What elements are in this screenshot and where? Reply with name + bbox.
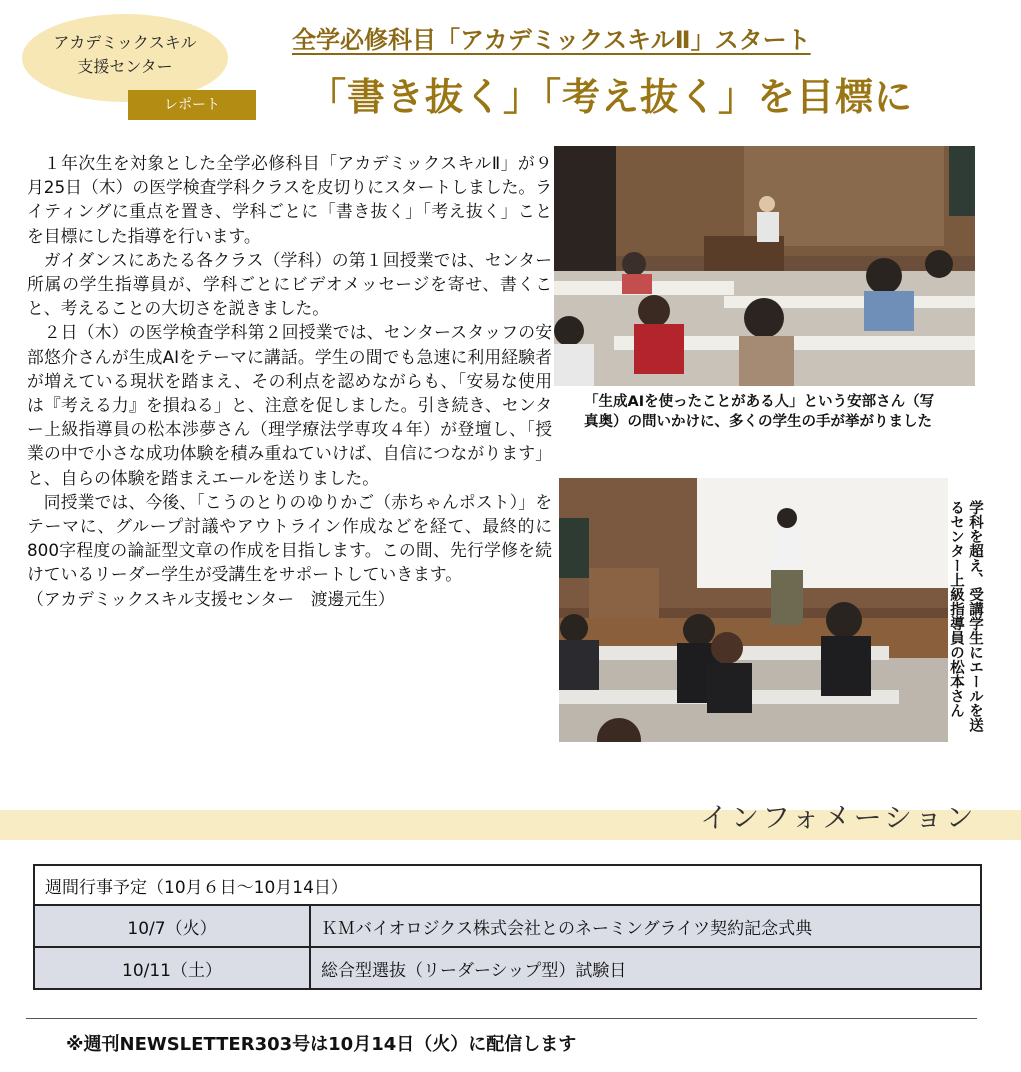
schedule-event: ＫＭバイオロジクス株式会社とのネーミングライツ契約記念式典 [310,905,981,947]
schedule-date: 10/11（土） [34,947,310,989]
photo-caption-2: 学科を超え、受講学生にエールを送るセンター上級指導員の松本さん [948,500,983,732]
article-subtitle: 全学必修科目「アカデミックスキルⅡ」スタート [292,26,811,54]
table-row [34,905,981,947]
divider [26,1018,977,1019]
badge-line-1: アカデミックスキル [53,33,197,52]
article-paragraph-2: ガイダンスにあたる各クラス（学科）の第１回授業では、センター所属の学生指導員が、学科ごとにビデオメッセージを寄せ、書くこと、考えることの大切さを説きました。 [27,249,552,319]
article-paragraph-4: 同授業では、今後、「こうのとりのゆりかご（赤ちゃんポスト）」をテーマに、グループ討議やアウトライン作成などを経て、最終的に800字程度の論証型文章の作成を目指します。この間、先行学修を続けているリーダー学生が受講生をサポートしていきます。 [27,491,552,585]
report-tag: レポート [128,90,256,120]
newsletter-notice: ※週刊NEWSLETTER303号は10月14日（火）に配信します [66,1034,577,1055]
department-badge-text [22,31,228,79]
badge-line-2: 支援センター [77,57,173,76]
article-title: 「書き抜く」「考え抜く」を目標に [308,75,914,119]
lecture-photo-hands-raised [554,146,975,386]
information-title: インフォメーション [700,801,977,834]
article-paragraph-1: １年次生を対象とした全学必修科目「アカデミックスキルⅡ」が９月25日（木）の医学検査学科クラスを皮切りにスタートしました。ライティングに重点を置き、学科ごとに「書き抜く」「考え抜く」ことを目標にした指導を行います。 [27,153,552,246]
article-signature: （アカデミックスキル支援センター 渡邊元生） [27,588,395,609]
article-body [27,151,552,611]
schedule-header: 週間行事予定（10月６日～10月14日） [34,865,981,905]
weekly-schedule-table [33,864,982,990]
article-paragraph-3: ２日（木）の医学検査学科第２回授業では、センタースタッフの安部悠介さんが生成AIをテーマに講話。学生の間でも急速に利用経験者が増えている現状を踏まえ、その利点を認めながらも、「安易な使用は『考える力』を損ねる」と、注意を促しました。引き続き、センター上級指導員の松本渉夢さん（理学療法学専攻４年）が登壇し、「授業の中で小さな成功体験を積み重ねていけば、自信につながります」と、自らの体験を踏まえエールを送りました。 [27,322,552,488]
schedule-date: 10/7（火） [34,905,310,947]
photo-caption-1: 「生成AIを使ったことがある人」という安部さん（写真奥）の問いかけに、多くの学生の手が挙がりました [584,394,935,430]
table-row [34,947,981,989]
schedule-header-row [34,865,981,905]
schedule-event: 総合型選抜（リーダーシップ型）試験日 [310,947,981,989]
lecture-photo-speaker [559,478,948,742]
